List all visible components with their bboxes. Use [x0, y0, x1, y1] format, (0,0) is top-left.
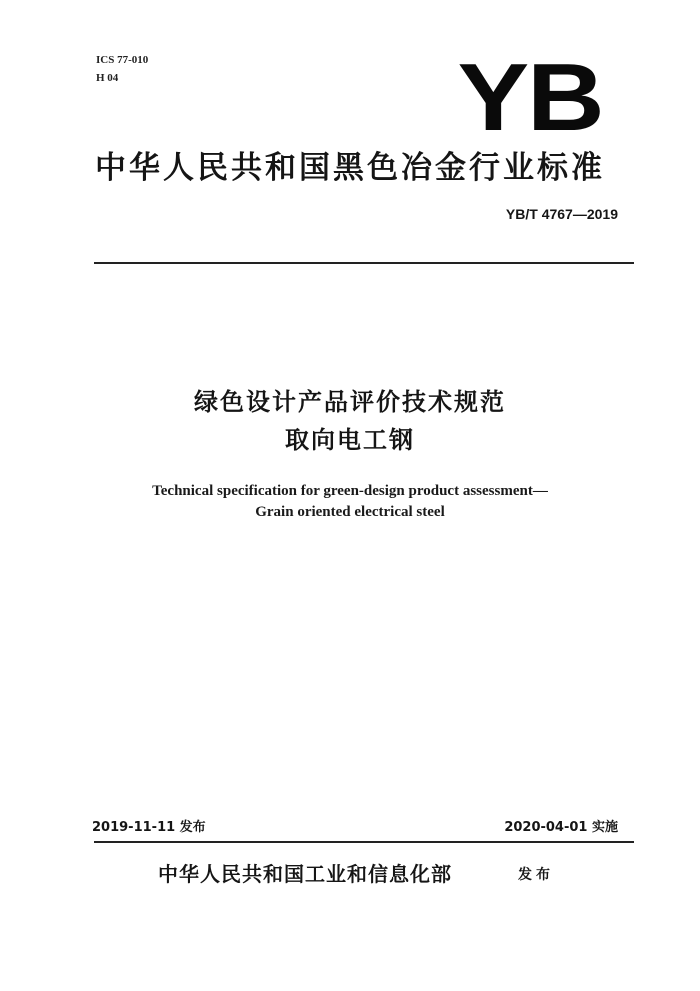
header-divider	[94, 262, 634, 264]
publisher-suffix: 发布	[518, 867, 554, 883]
standard-number: YB/T 4767—2019	[505, 206, 618, 222]
document-title-zh-line1: 绿色设计产品评价技术规范	[194, 388, 506, 416]
standard-category-title: 中华人民共和国黑色冶金行业标准	[95, 150, 605, 186]
issue-date: 2019-11-11 发布	[92, 820, 206, 835]
implementation-date: 2020-04-01 实施	[504, 820, 618, 835]
document-title-zh-line2: 取向电工钢	[285, 426, 415, 454]
document-title-en-line2: Grain oriented electrical steel	[255, 504, 445, 520]
classification-code: H 04	[96, 72, 119, 84]
ics-code: ICS 77-010	[96, 54, 149, 66]
yb-logo: YB	[457, 44, 602, 151]
footer-divider	[94, 841, 634, 843]
document-title-en-line1: Technical specification for green-design product assessment—	[152, 483, 548, 499]
publisher-name: 中华人民共和国工业和信息化部	[158, 862, 452, 886]
